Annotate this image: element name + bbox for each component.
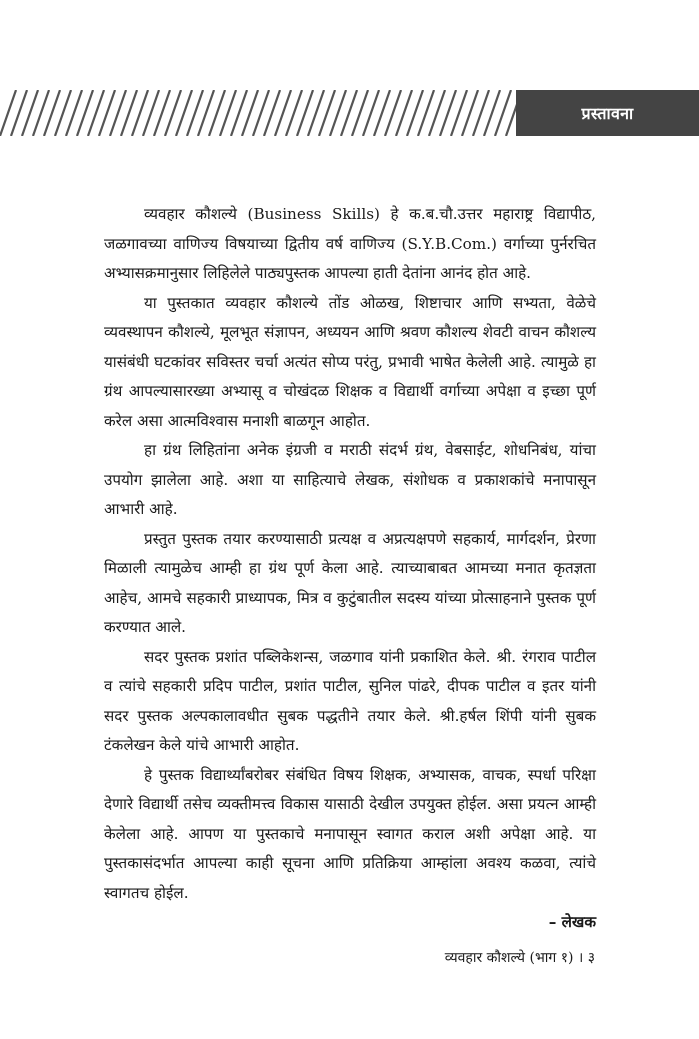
- paragraph-1: व्यवहार कौशल्ये (Business Skills) हे क.ब.चौ.उत्तर महाराष्ट्र विद्यापीठ, जळगावच्या वाणिज्य विषयाच्या द्वितीय वर्ष वाणिज्य (S.Y.B.Com.) वर्गाच्या पुर्नरचित अभ्यासक्रमानुसार लिहिलेले पाठ्यपुस्तक आपल्या हाती देतांना आनंद होत आहे.: [104, 205, 596, 282]
- preface-body: [104, 200, 596, 938]
- paragraph-6: हे पुस्तक विद्यार्थ्यांबरोबर संबंधित विषय शिक्षक, अभ्यासक, वाचक, स्पर्धा परिक्षा देणारे विद्यार्थी तसेच व्यक्तीमत्त्व विकास यासाठी देखील उपयुक्त होईल. असा प्रयत्न आम्ही केलेला आहे. आपण या पुस्तकाचे मनापासून स्वागत कराल अशी अपेक्षा आहे. या पुस्तकासंदर्भात आपल्या काही सूचना आणि प्रतिक्रिया आम्हांला अवश्य कळवा, त्यांचे स्वागतच होईल.: [104, 765, 596, 902]
- paragraph-5: सदर पुस्तक प्रशांत पब्लिकेशन्स, जळगाव यांनी प्रकाशित केले. श्री. रंगराव पाटील व त्यांचे सहकारी प्रदिप पाटील, प्रशांत पाटील, सुनिल पांढरे, दीपक पाटील व इतर यांनी सदर पुस्तक अल्पकालावधीत सुबक पद्धतीने तयार केले. श्री.हर्षल शिंपी यांनी सुबक टंकलेखन केले यांचे आभारी आहोत.: [104, 647, 596, 754]
- paragraph-4: प्रस्तुत पुस्तक तयार करण्यासाठी प्रत्यक्ष व अप्रत्यक्षपणे सहकार्य, मार्गदर्शन, प्रेरणा मिळाली त्यामुळेच आम्ही हा ग्रंथ पूर्ण केला आहे. त्याच्याबाबत आमच्या मनात कृतज्ञता आहेच, आमचे सहकारी प्राध्यापक, मित्र व कुटुंबातील सदस्य यांच्या प्रोत्साहनाने पुस्तक पूर्ण करण्यात आले.: [104, 529, 596, 636]
- chapter-header-band: [0, 90, 699, 136]
- chapter-title: प्रस्तावना: [581, 104, 634, 123]
- paragraph-2: या पुस्तकात व्यवहार कौशल्ये तोंड ओळख, शिष्टाचार आणि सभ्यता, वेळेचे व्यवस्थापन कौशल्ये, मूलभूत संज्ञापन, अध्ययन आणि श्रवण कौशल्य शेवटी वाचन कौशल्य यासंबंधी घटकांवर सविस्तर चर्चा अत्यंत सोप्य परंतु, प्रभावी भाषेत केलेली आहे. त्यामुळे हा ग्रंथ आपल्यासारख्या अभ्यासू व चोखंदळ शिक्षक व विद्यार्थी वर्गाच्या अपेक्षा व इच्छा पूर्ण करेल असा आत्मविश्वास मनाशी बाळगून आहोत.: [104, 293, 596, 430]
- paragraph-3: हा ग्रंथ लिहितांना अनेक इंग्रजी व मराठी संदर्भ ग्रंथ, वेबसाईट, शोधनिबंध, यांचा उपयोग झालेला आहे. अशा या साहित्याचे लेखक, संशोधक व प्रकाशकांचे मनापासून आभारी आहे.: [104, 441, 596, 518]
- author-signature: – लेखक: [548, 913, 596, 931]
- page-footer: व्यवहार कौशल्ये (भाग १) । ३: [444, 950, 595, 966]
